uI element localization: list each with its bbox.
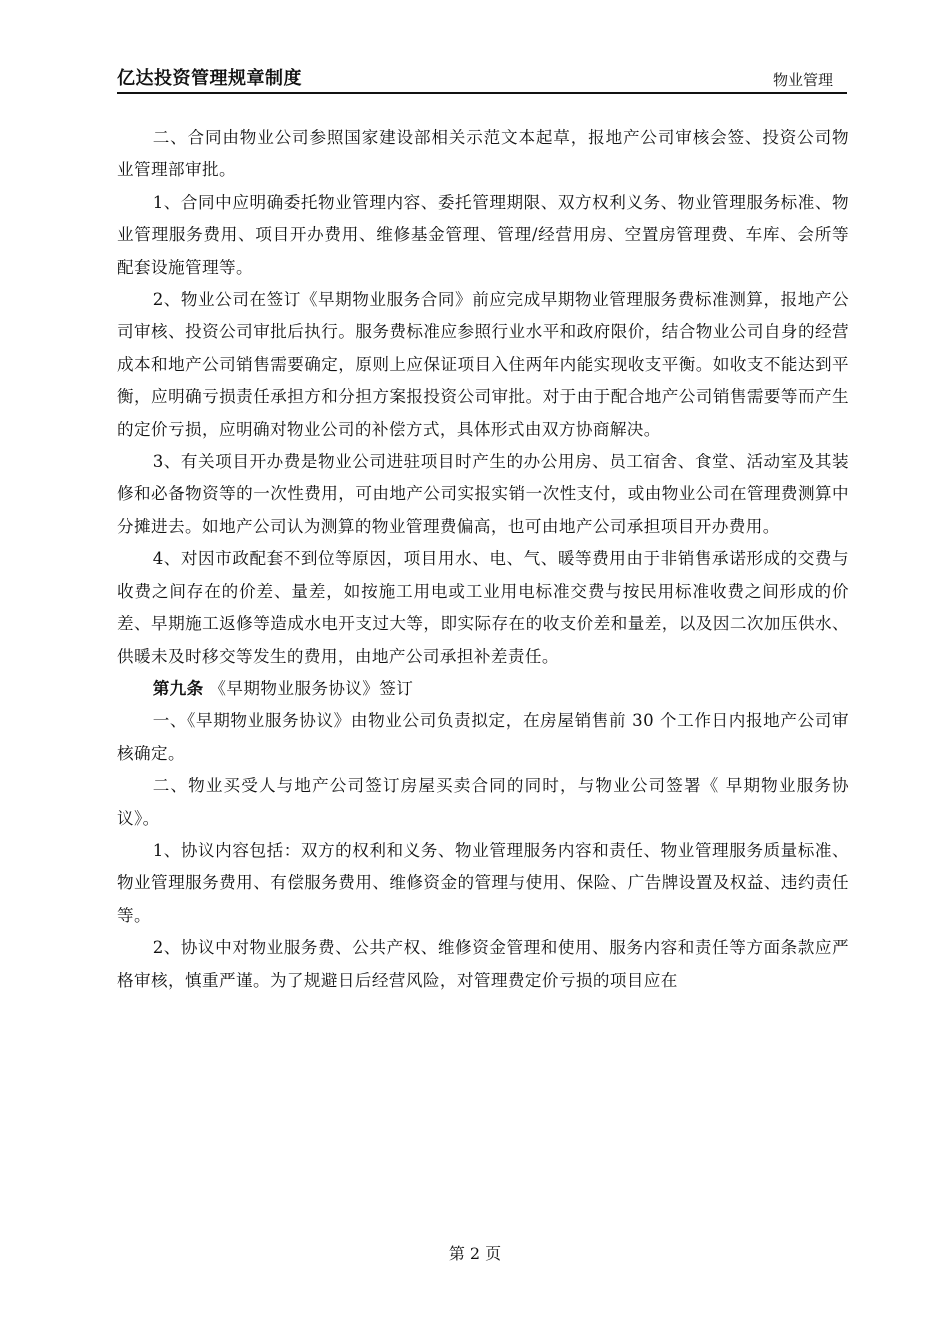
page-number: 第 2 页	[448, 1244, 502, 1263]
paragraph: 2、物业公司在签订《早期物业服务合同》前应完成早期物业管理服务费标准测算，报地产公司审核、投资公司审批后执行。服务费标准应参照行业水平和政府限价，结合物业公司自身的经营成本和地产公司销售需要确定，原则上应保证项目入住两年内能实现收支平衡。如收支不能达到平衡，应明确亏损责任承担方和分担方案报投资公司审批。对于由于配合地产公司销售需要等而产生的定价亏损，应明确对物业公司的补偿方式，具体形式由双方协商解决。	[117, 290, 849, 439]
paragraph: 二、物业买受人与地产公司签订房屋买卖合同的同时，与物业公司签署《 早期物业服务协议》。	[117, 776, 849, 828]
article-title: 《早期物业服务协议》签订	[209, 678, 414, 698]
paragraph: 3、有关项目开办费是物业公司进驻项目时产生的办公用房、员工宿舍、食堂、活动室及其装修和必备物资等的一次性费用，可由地产公司实报实销一次性支付，或由物业公司在管理费测算中分摊进去。如地产公司认为测算的物业管理费偏高，也可由地产公司承担项目开办费用。	[117, 452, 849, 536]
article-heading	[117, 673, 849, 705]
article-number: 第九条	[152, 678, 204, 698]
header-title: 亿达投资管理规章制度	[117, 68, 302, 89]
document-body	[117, 122, 849, 997]
paragraph: 一、《早期物业服务协议》由物业公司负责拟定，在房屋销售前 30 个工作日内报地产公司审核确定。	[117, 711, 849, 763]
page-header	[117, 66, 847, 94]
paragraph: 1、合同中应明确委托物业管理内容、委托管理期限、双方权利义务、物业管理服务标准、物业管理服务费用、项目开办费用、维修基金管理、管理/经营用房、空置房管理费、车库、会所等配套设施管理等。	[117, 192, 849, 277]
paragraph: 4、对因市政配套不到位等原因，项目用水、电、气、暖等费用由于非销售承诺形成的交费与收费之间存在的价差、量差，如按施工用电或工业用电标准交费与按民用标准收费之间形成的价差、早期施工返修等造成水电开支过大等，即实际存在的收支价差和量差，以及因二次加压供水、供暖未及时移交等发生的费用，由地产公司承担补差责任。	[117, 549, 849, 666]
paragraph: 2、协议中对物业服务费、公共产权、维修资金管理和使用、服务内容和责任等方面条款应严格审核，慎重严谨。为了规避日后经营风险，对管理费定价亏损的项目应在	[117, 938, 849, 990]
header-section: 物业管理	[772, 71, 833, 89]
paragraph: 1、协议内容包括：双方的权利和义务、物业管理服务内容和责任、物业管理服务质量标准、物业管理服务费用、有偿服务费用、维修资金的管理与使用、保险、广告牌设置及权益、违约责任等。	[117, 840, 849, 925]
paragraph: 二、合同由物业公司参照国家建设部相关示范文本起草，报地产公司审核会签、投资公司物业管理部审批。	[117, 128, 849, 180]
